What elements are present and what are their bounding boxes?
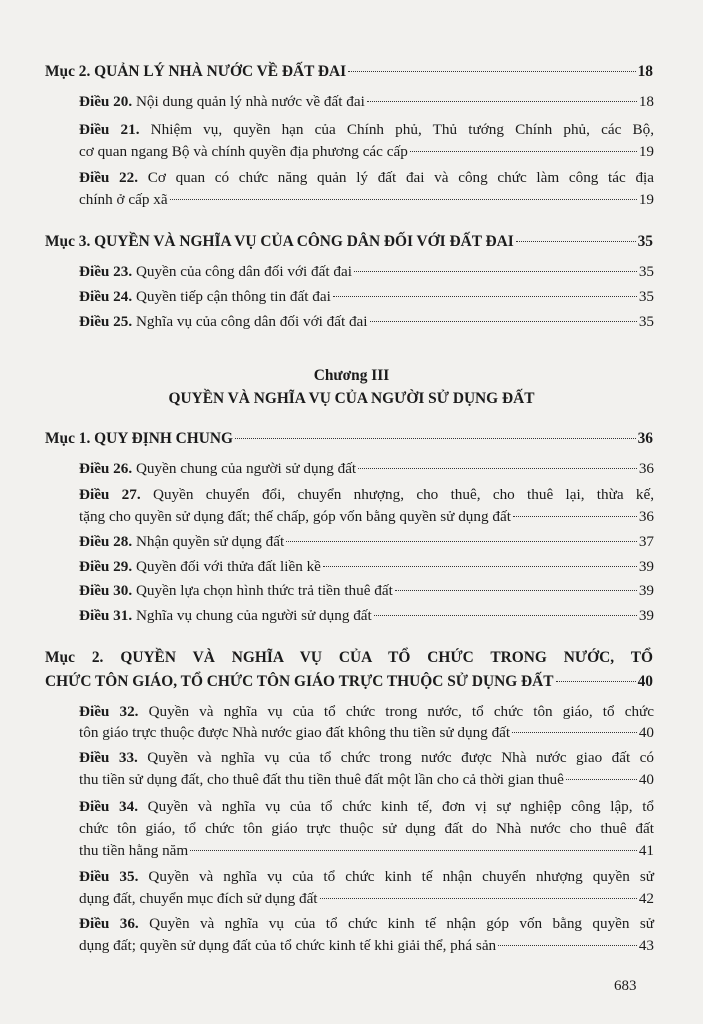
article-label: Điều 31. [79,607,133,624]
page-ref: 18 [637,63,653,80]
toc-article-35-line2[interactable] [79,889,654,909]
article-title-cont: dụng đất; quyền sử dụng đất của tổ chức kinh tế khi giải thể, phá sản [79,937,497,954]
page-ref: 43 [638,937,654,954]
article-title: Quyền chuyển đổi, chuyển nhượng, cho thuê, cho thuê lại, thừa kế, [152,486,655,503]
toc-article-27-line2[interactable] [79,507,654,527]
toc-article-34-line1[interactable] [79,797,654,817]
chapter-title: QUYỀN VÀ NGHĨA VỤ CỦA NGƯỜI SỬ DỤNG ĐẤT [168,390,535,407]
page-ref: 39 [638,607,654,624]
page-ref: 40 [637,673,653,690]
article-title: Nghĩa vụ của công dân đối với đất đai [135,313,368,330]
section-title-cont: CHỨC TÔN GIÁO, TỔ CHỨC TÔN GIÁO TRỰC THUỘC SỬ DỤNG ĐẤT [45,673,554,690]
article-title: Nghĩa vụ chung của người sử dụng đất [135,607,372,624]
toc-section-muc2-tochuc-line2[interactable] [45,672,653,692]
dot-leader [410,151,637,152]
dot-leader [374,615,637,616]
dot-leader [498,945,637,946]
article-label: Điều 27. [79,486,141,503]
section-label: Mục 2. [45,649,104,666]
page-ref: 40 [638,724,654,741]
article-title: Quyền của công dân đối với đất đai [135,263,352,280]
article-title: Quyền và nghĩa vụ của tổ chức kinh tế nhận chuyển nhượng quyền sử [148,868,655,885]
dot-leader [286,541,637,542]
article-title: Quyền và nghĩa vụ của tổ chức kinh tế, đơn vị sự nghiệp công lập, tổ [147,798,655,815]
dot-leader [320,898,637,899]
page-ref: 19 [638,191,654,208]
article-title-cont: tôn giáo trực thuộc được Nhà nước giao đất không thu tiền sử dụng đất [79,724,511,741]
page-ref: 19 [638,143,654,160]
toc-article-26[interactable] [79,459,654,479]
article-title: Nhận quyền sử dụng đất [135,533,285,550]
article-title: Quyền đối với thửa đất liền kề [135,558,321,575]
article-title-cont: thu tiền hằng năm [79,842,189,859]
page-ref: 35 [638,263,654,280]
toc-article-24[interactable] [79,287,654,307]
page-ref: 41 [638,842,654,859]
toc-article-29[interactable] [79,557,654,577]
toc-article-28[interactable] [79,532,654,552]
article-title: Quyền lựa chọn hình thức trả tiền thuê đất [135,582,393,599]
dot-leader [348,71,635,72]
section-label: Mục 3. [45,233,91,250]
dot-leader [513,516,637,517]
article-label: Điều 36. [79,915,139,932]
page-ref: 42 [638,890,654,907]
article-label: Điều 33. [79,749,138,766]
toc-article-33-line2[interactable] [79,770,654,790]
page-number: 683 [614,978,637,994]
dot-leader [516,241,636,242]
article-label: Điều 30. [79,582,133,599]
section-label: Mục 1. [45,430,91,447]
page-ref: 36 [637,430,653,447]
dot-leader [170,199,637,200]
dot-leader [395,590,637,591]
dot-leader [354,271,637,272]
article-title-cont: chính ở cấp xã [79,191,168,208]
article-title-cont: thu tiền sử dụng đất, cho thuê đất thu tiền thuê đất một lần cho cả thời gian thuê [79,771,564,788]
article-label: Điều 28. [79,533,133,550]
article-title: Quyền và nghĩa vụ của tổ chức kinh tế nhận góp vốn bằng quyền sử [149,915,655,932]
article-title: Nhiệm vụ, quyền hạn của Chính phủ, Thủ tướng Chính phủ, các Bộ, [150,121,654,138]
page-ref: 35 [637,233,653,250]
article-label: Điều 23. [79,263,133,280]
toc-section-muc3-congdan[interactable] [45,232,653,252]
page-ref: 36 [638,508,654,525]
section-label: Mục 2. [45,63,91,80]
toc-section-muc2-tochuc-line1[interactable] [45,648,653,668]
dot-leader [190,850,637,851]
article-title: Cơ quan có chức năng quản lý đất đai và công chức làm công tác địa [147,169,654,186]
article-label: Điều 20. [79,93,133,110]
article-title: Quyền tiếp cận thông tin đất đai [135,288,331,305]
page-ref: 40 [638,771,654,788]
section-title: QUY ĐỊNH CHUNG [94,430,233,447]
article-title: Quyền và nghĩa vụ của tổ chức trong nước, tổ chức tôn giáo, tổ chức [148,703,655,720]
section-title: QUYỀN VÀ NGHĨA VỤ CỦA TỔ CHỨC TRONG NƯỚC, TỔ [120,649,653,666]
dot-leader [358,468,637,469]
dot-leader [370,321,637,322]
toc-article-20[interactable] [79,92,654,112]
toc-article-22-line2[interactable] [79,190,654,210]
article-label: Điều 22. [79,169,139,186]
page-ref: 39 [638,582,654,599]
toc-article-31[interactable] [79,606,654,626]
article-title: Quyền chung của người sử dụng đất [135,460,357,477]
article-label: Điều 26. [79,460,133,477]
toc-article-25[interactable] [79,312,654,332]
article-title: Nội dung quản lý nhà nước về đất đai [135,93,365,110]
article-label: Điều 24. [79,288,133,305]
toc-article-32-line1[interactable] [79,702,654,722]
section-title: QUẢN LÝ NHÀ NƯỚC VỀ ĐẤT ĐAI [94,63,347,80]
page-ref: 37 [638,533,654,550]
section-title: QUYỀN VÀ NGHĨA VỤ CỦA CÔNG DÂN ĐỐI VỚI ĐẤT ĐAI [94,233,514,250]
article-label: Điều 25. [79,313,133,330]
toc-article-27-line1[interactable] [79,485,654,505]
toc-article-36-line1[interactable] [79,914,654,934]
toc-article-21-line2[interactable] [79,142,654,162]
article-label: Điều 32. [79,703,139,720]
toc-section-muc1-chung[interactable] [45,429,653,449]
dot-leader [235,438,636,439]
dot-leader [367,101,637,102]
toc-article-21-line1[interactable] [79,120,654,140]
toc-article-23[interactable] [79,262,654,282]
article-title-cont: cơ quan ngang Bộ và chính quyền địa phương các cấp [79,143,408,160]
toc-article-34-line3[interactable] [79,841,654,861]
dot-leader [556,681,636,682]
page-ref: 18 [638,93,654,110]
toc-article-22-line1[interactable] [79,168,654,188]
toc-article-33-line1[interactable] [79,748,654,768]
page-ref: 35 [638,313,654,330]
toc-article-35-line1[interactable] [79,867,654,887]
page-ref: 39 [638,558,654,575]
toc-article-36-line2[interactable] [79,936,654,956]
toc-article-32-line2[interactable] [79,723,654,743]
toc-article-34-line2[interactable] [79,819,654,839]
article-title-cont: tặng cho quyền sử dụng đất; thế chấp, góp vốn bằng quyền sử dụng đất [79,508,511,525]
page-ref: 36 [638,460,654,477]
article-label: Điều 21. [79,121,140,138]
article-label: Điều 34. [79,798,138,815]
article-title-cont: chức tôn giáo, tổ chức tôn giáo trực thuộc sử dụng đất do Nhà nước cho thuê đất [79,820,654,837]
toc-section-muc2-quanly[interactable] [45,62,653,82]
page-ref: 35 [638,288,654,305]
dot-leader [566,779,637,780]
toc-article-30[interactable] [79,581,654,601]
dot-leader [323,566,637,567]
article-title-cont: dụng đất, chuyển mục đích sử dụng đất [79,890,318,907]
article-label: Điều 35. [79,868,139,885]
dot-leader [333,296,637,297]
article-title: Quyền và nghĩa vụ của tổ chức trong nước được Nhà nước giao đất có [147,749,654,766]
chapter-number: Chương III [313,367,390,384]
dot-leader [512,732,637,733]
article-label: Điều 29. [79,558,133,575]
